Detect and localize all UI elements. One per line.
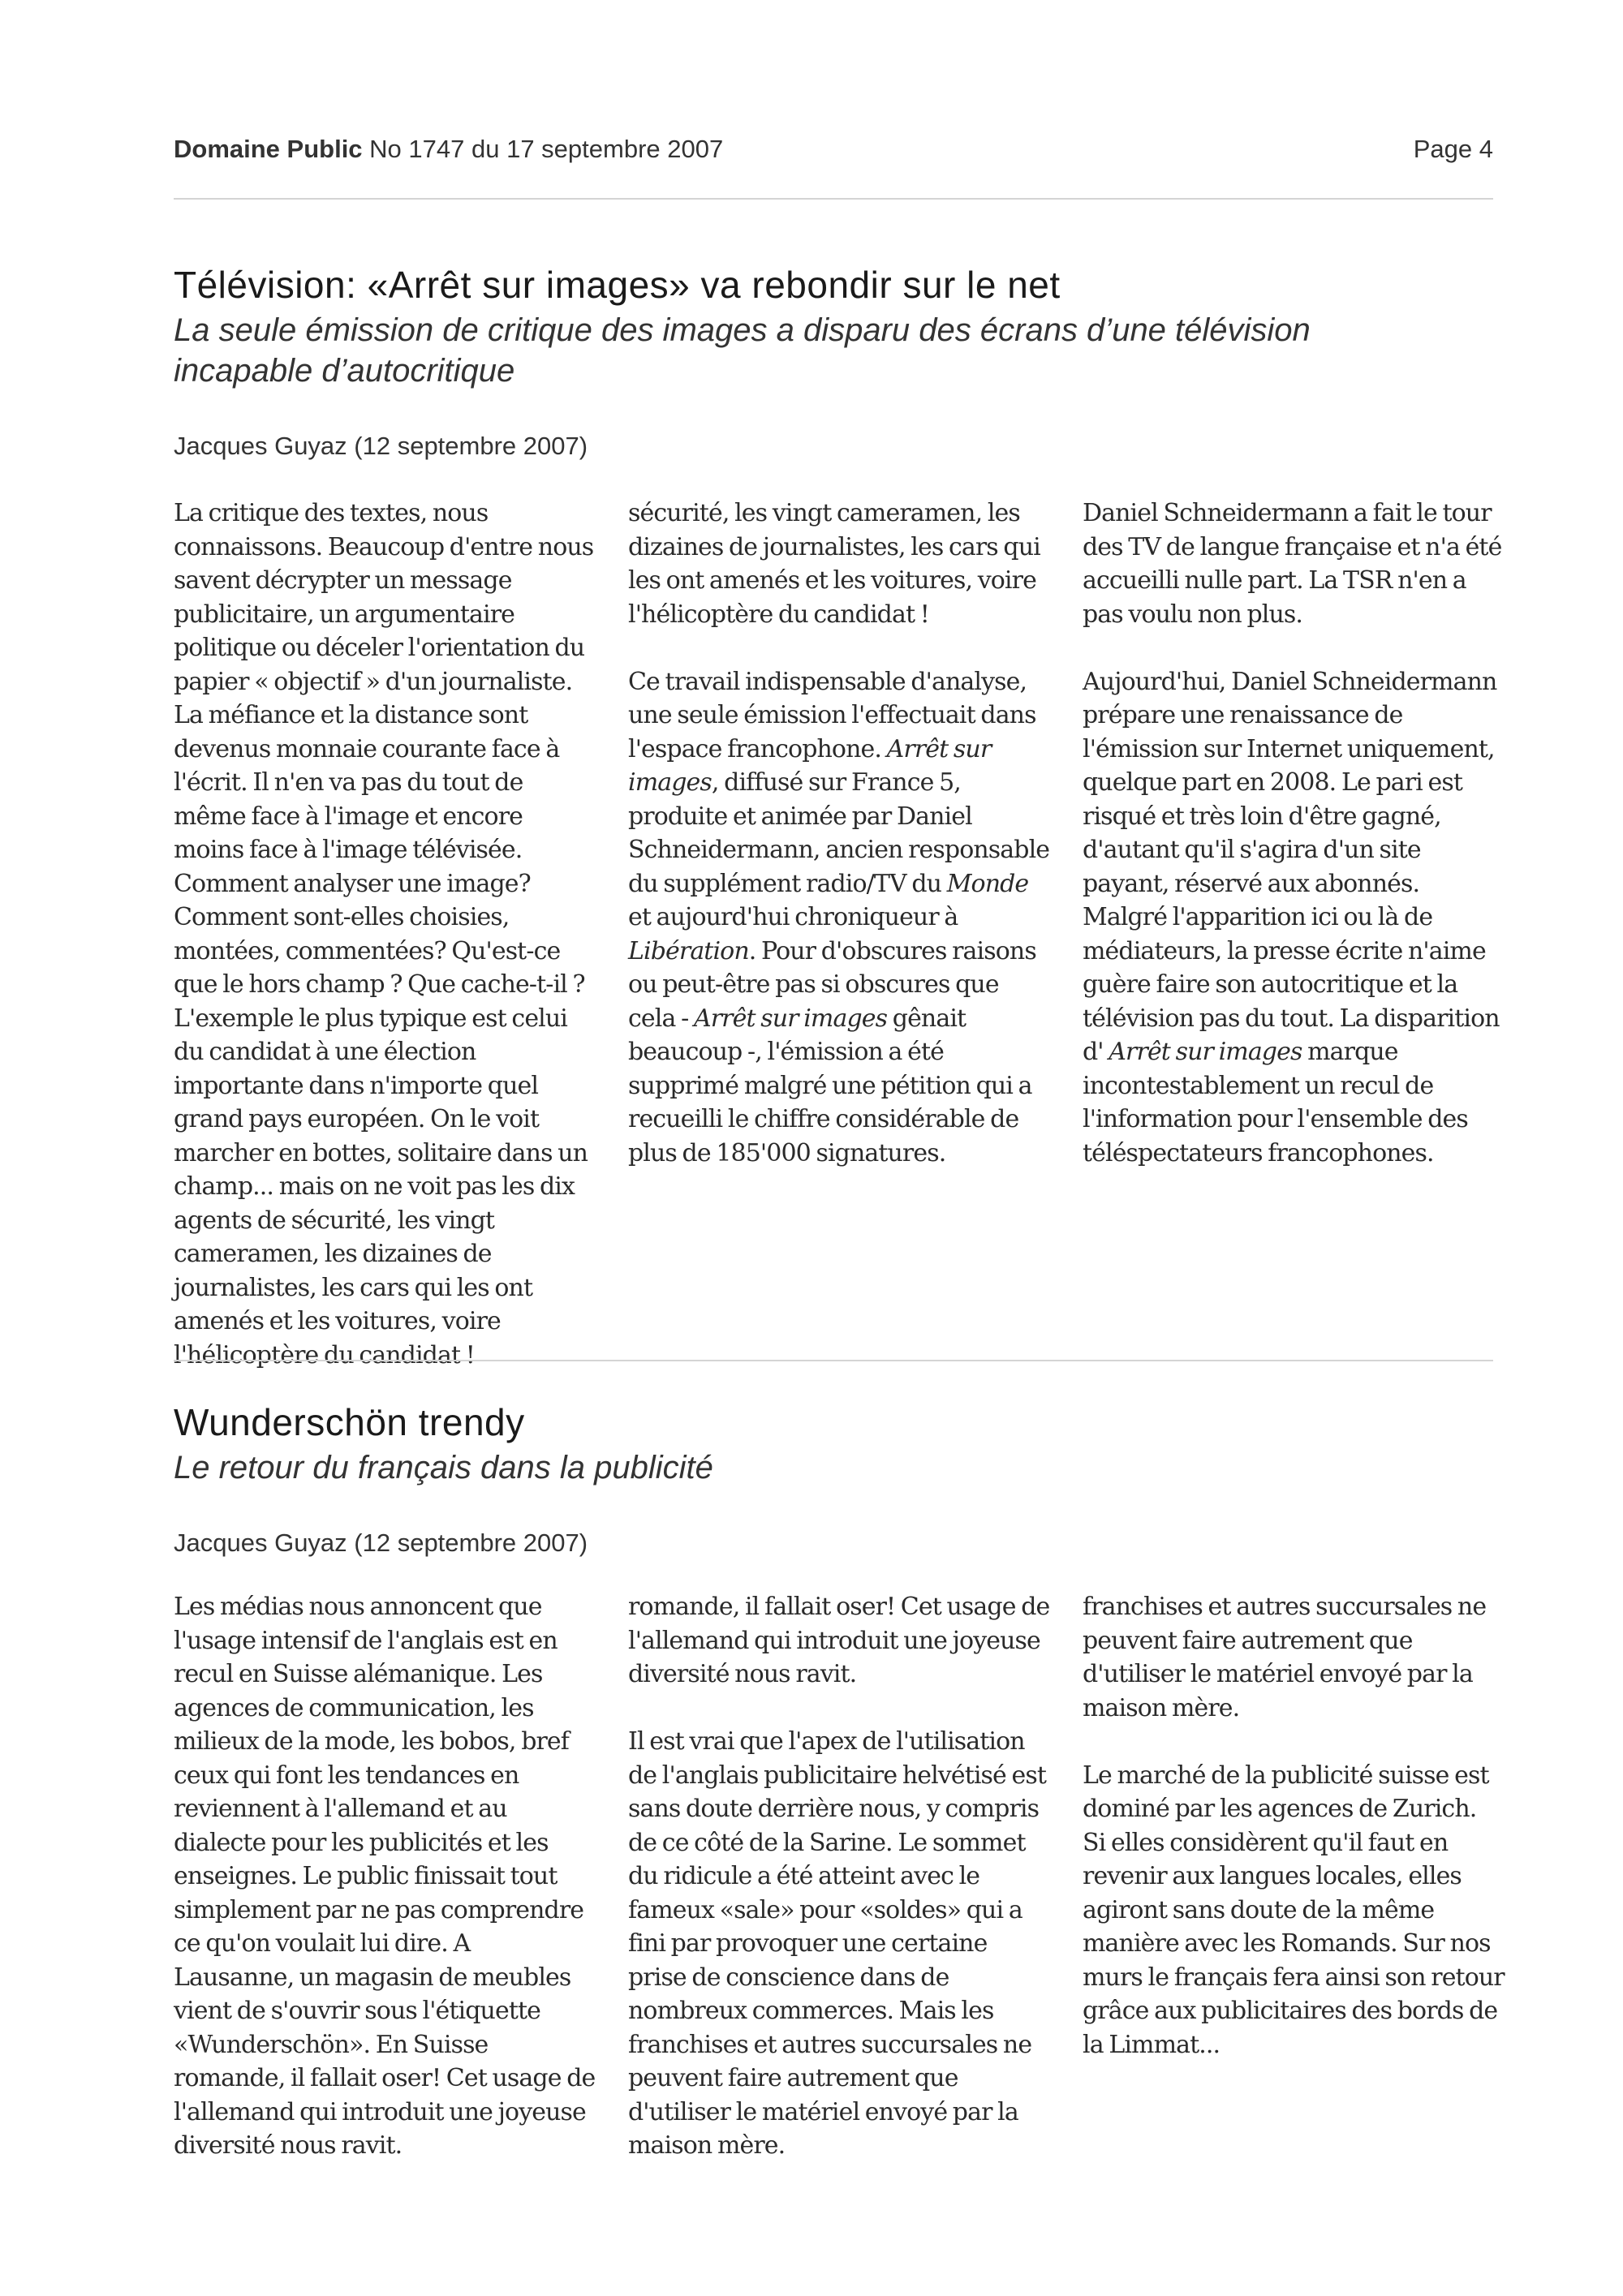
issue-info: No 1747 du 17 septembre 2007	[369, 135, 724, 163]
article-title: Wunderschön trendy	[174, 1401, 525, 1443]
article-subtitle: Le retour du français dans la publicité	[174, 1450, 713, 1486]
header-divider	[174, 198, 1493, 200]
article-paragraph-tail: romande, il fallait oser! Cet usage de l'allemand qui introduit une joyeuse diversité nous ravit.	[628, 1593, 1050, 1688]
publication-name: Domaine Public	[174, 135, 363, 163]
article-byline: Jacques Guyaz (12 septembre 2007)	[174, 1529, 588, 1557]
page-header	[174, 135, 1493, 172]
article-divider	[174, 1360, 1493, 1361]
article-paragraph-tail-text: sécurité, les vingt cameramen, les dizaines de journalistes, les cars qui les ont amenés et les voitures, voire l'hélicoptère du candidat !	[628, 499, 1040, 629]
article-paragraph: Le marché de la publicité suisse est dominé par les agences de Zurich. Si elles considèrent qu'il faut en revenir aux langues locales, elles agiront sans doute de la même manière avec les Romands. Sur nos murs le français fera ainsi son retour grâce aux publicitaires des bords de la Limmat...	[1083, 1761, 1505, 2059]
article-column	[1083, 1590, 1505, 2062]
article-paragraph: Les médias nous annoncent que l'usage intensif de l'anglais est en recul en Suisse alémanique. Les agences de communication, les milieux de la mode, les bobos, bref ceux qui font les tendances en reviennent à l'allemand et au dialecte pour les publicités et les enseignes. Le public finissait tout simplement par ne pas comprendre ce qu'on voulait lui dire. A Lausanne, un magasin de meubles vient de s'ouvrir sous l'étiquette «Wunderschön». En Suisse romande, il fallait oser! Cet usage de l'allemand qui introduit une joyeuse diversité nous ravit.	[174, 1593, 596, 2160]
article-byline: Jacques Guyaz (12 septembre 2007)	[174, 432, 588, 460]
article-paragraph: Ce travail indispensable d'analyse, une seule émission l'effectuait dans l'espace francophone. Arrêt sur images, diffusé sur France 5, produite et animée par Daniel Schneidermann, ancien responsable du supplément radio/TV du Monde et aujourd'hui chroniqueur à Libération. Pour d'obscures raisons ou peut-être pas si obscures que cela - Arrêt sur images gênait beaucoup -, l'émission a été supprimé malgré une pétition qui a recueilli le chiffre considérable de plus de 185'000 signatures.	[628, 667, 1050, 1167]
article-title: Télévision: «Arrêt sur images» va rebondir sur le net	[174, 264, 1061, 306]
article-paragraph: Daniel Schneidermann a fait le tour des TV de langue française et n'a été accueilli nulle part. La TSR n'en a pas voulu non plus.	[1083, 499, 1502, 629]
article-paragraph: Aujourd'hui, Daniel Schneidermann prépare une renaissance de l'émission sur Internet uniquement, quelque part en 2008. Le pari est risqué et très loin d'être gagné, d'autant qu'il s'agira d'un site payant, réservé aux abonnés. Malgré l'apparition ici ou là de médiateurs, la presse écrite n'aime guère faire son autocritique et la télévision pas du tout. La disparition d' Arrêt sur images marque incontestablement un recul de l'information pour l'ensemble des téléspectateurs francophones.	[1083, 667, 1500, 1167]
article-wunderschon	[174, 1399, 1493, 1559]
article-column	[628, 1590, 1050, 2160]
article-column	[174, 497, 596, 1369]
article-column	[174, 1590, 596, 2160]
article-subtitle: La seule émission de critique des images a disparu des écrans d’une télévision incapable d’autocritique	[174, 312, 1311, 389]
page-number: Page 4	[1413, 135, 1493, 163]
article-paragraph-tail: franchises et autres succursales ne peuvent faire autrement que d'utiliser le matériel envoyé par la maison mère.	[1083, 1593, 1487, 1722]
article-column	[628, 497, 1050, 1170]
article-paragraph: Il est vrai que l'apex de l'utilisation de l'anglais publicitaire helvétisé est sans doute derrière nous, y compris de ce côté de la Sarine. Le sommet du ridicule a été atteint avec le fameux «sale» pour «soldes» qui a fini par provoquer une certaine prise de conscience dans de nombreux commerces. Mais les franchises et autres succursales ne peuvent faire autrement que d'utiliser le matériel envoyé par la maison mère.	[628, 1727, 1047, 2160]
article-paragraph-tail	[628, 497, 1050, 631]
article-column	[1083, 497, 1505, 1170]
article-paragraph: La critique des textes, nous connaissons. Beaucoup d'entre nous savent décrypter un message publicitaire, un argumentaire politique ou déceler l'orientation du papier « objectif » d'un journaliste. La méfiance et la distance sont devenus monnaie courante face à l'écrit. Il n'en va pas du tout de même face à l'image et encore moins face à l'image télévisée. Comment analyser une image? Comment sont-elles choisies, montées, commentées? Qu'est-ce que le hors champ ? Que cache-t-il ? L'exemple le plus typique est celui du candidat à une élection importante dans n'importe quel grand pays européen. On le voit marcher en bottes, solitaire dans un champ... mais on ne voit pas les dix agents de sécurité, les vingt cameramen, les dizaines de journalistes, les cars qui les ont amenés et les voitures, voire l'hélicoptère du candidat !	[174, 499, 594, 1369]
